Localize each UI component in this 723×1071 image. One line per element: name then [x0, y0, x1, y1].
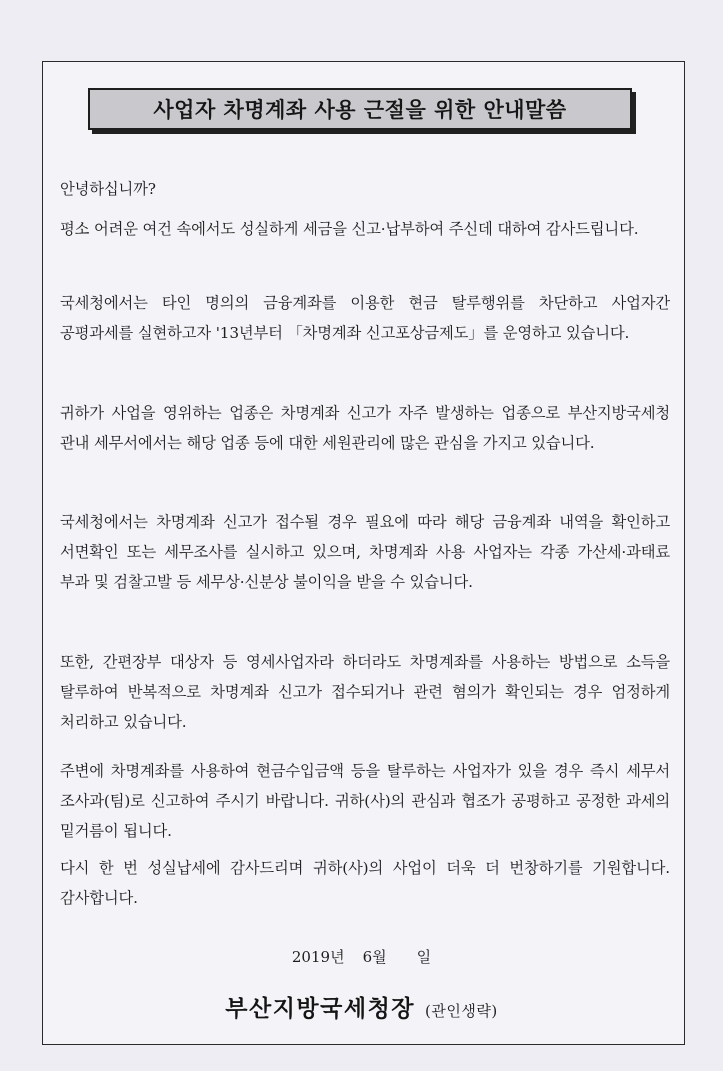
issuer-name: 부산지방국세청장: [225, 995, 416, 1022]
penalty-notice-paragraph: 국세청에서는 차명계좌 신고가 접수될 경우 필요에 따라 해당 금융계좌 내역을 확인하고 서면확인 또는 세무조사를 실시하고 있으며, 차명계좌 사용 사업자는 각종 가산세·과태료 부과 및 검찰고발 등 세무상·신분상 불이익을 받을 수 있습니다.: [60, 513, 670, 591]
date-day: 일: [416, 948, 432, 966]
thanks-paragraph: 평소 어려운 여건 속에서도 성실하게 세금을 신고·납부하여 주신데 대하여 감사드립니다.: [60, 220, 639, 238]
report-request-paragraph: 주변에 차명계좌를 사용하여 현금수입금액 등을 탈루하는 사업자가 있을 경우 즉시 세무서 조사과(팀)로 신고하여 주시기 바랍니다. 귀하(사)의 관심과 협조가 공평하고 공정한 과세의 밑거름이 됩니다.: [60, 762, 670, 840]
small-business-paragraph: 또한, 간편장부 대상자 등 영세사업자라 하더라도 차명계좌를 사용하는 방법으로 소득을 탈루하여 반복적으로 차명계좌 신고가 접수되거나 관련 혐의가 확인되는 경우 엄정하게 처리하고 있습니다.: [60, 653, 670, 731]
date-month: 6월: [362, 948, 387, 966]
industry-notice-paragraph: 귀하가 사업을 영위하는 업종은 차명계좌 신고가 자주 발생하는 업종으로 부산지방국세청 관내 세무서에서는 해당 업종 등에 대한 세원관리에 많은 관심을 가지고 있습니다.: [60, 404, 670, 452]
document-date: [0, 945, 723, 969]
signature-block: [0, 990, 723, 1023]
seal-omitted-note: (관인생략): [425, 1002, 498, 1020]
date-year: 2019년: [291, 948, 345, 966]
greeting-paragraph: 안녕하십니까?: [60, 180, 156, 198]
document-title: 사업자 차명계좌 사용 근절을 위한 안내말씀: [153, 98, 567, 122]
program-intro-paragraph: 국세청에서는 타인 명의의 금융계좌를 이용한 현금 탈루행위를 차단하고 사업자간 공평과세를 실현하고자 '13년부터 「차명계좌 신고포상금제도」를 운영하고 있습니다.: [60, 294, 670, 342]
closing-paragraph: 다시 한 번 성실납세에 감사드리며 귀하(사)의 사업이 더욱 더 번창하기를 기원합니다. 감사합니다.: [60, 859, 670, 907]
title-box: [88, 88, 632, 130]
